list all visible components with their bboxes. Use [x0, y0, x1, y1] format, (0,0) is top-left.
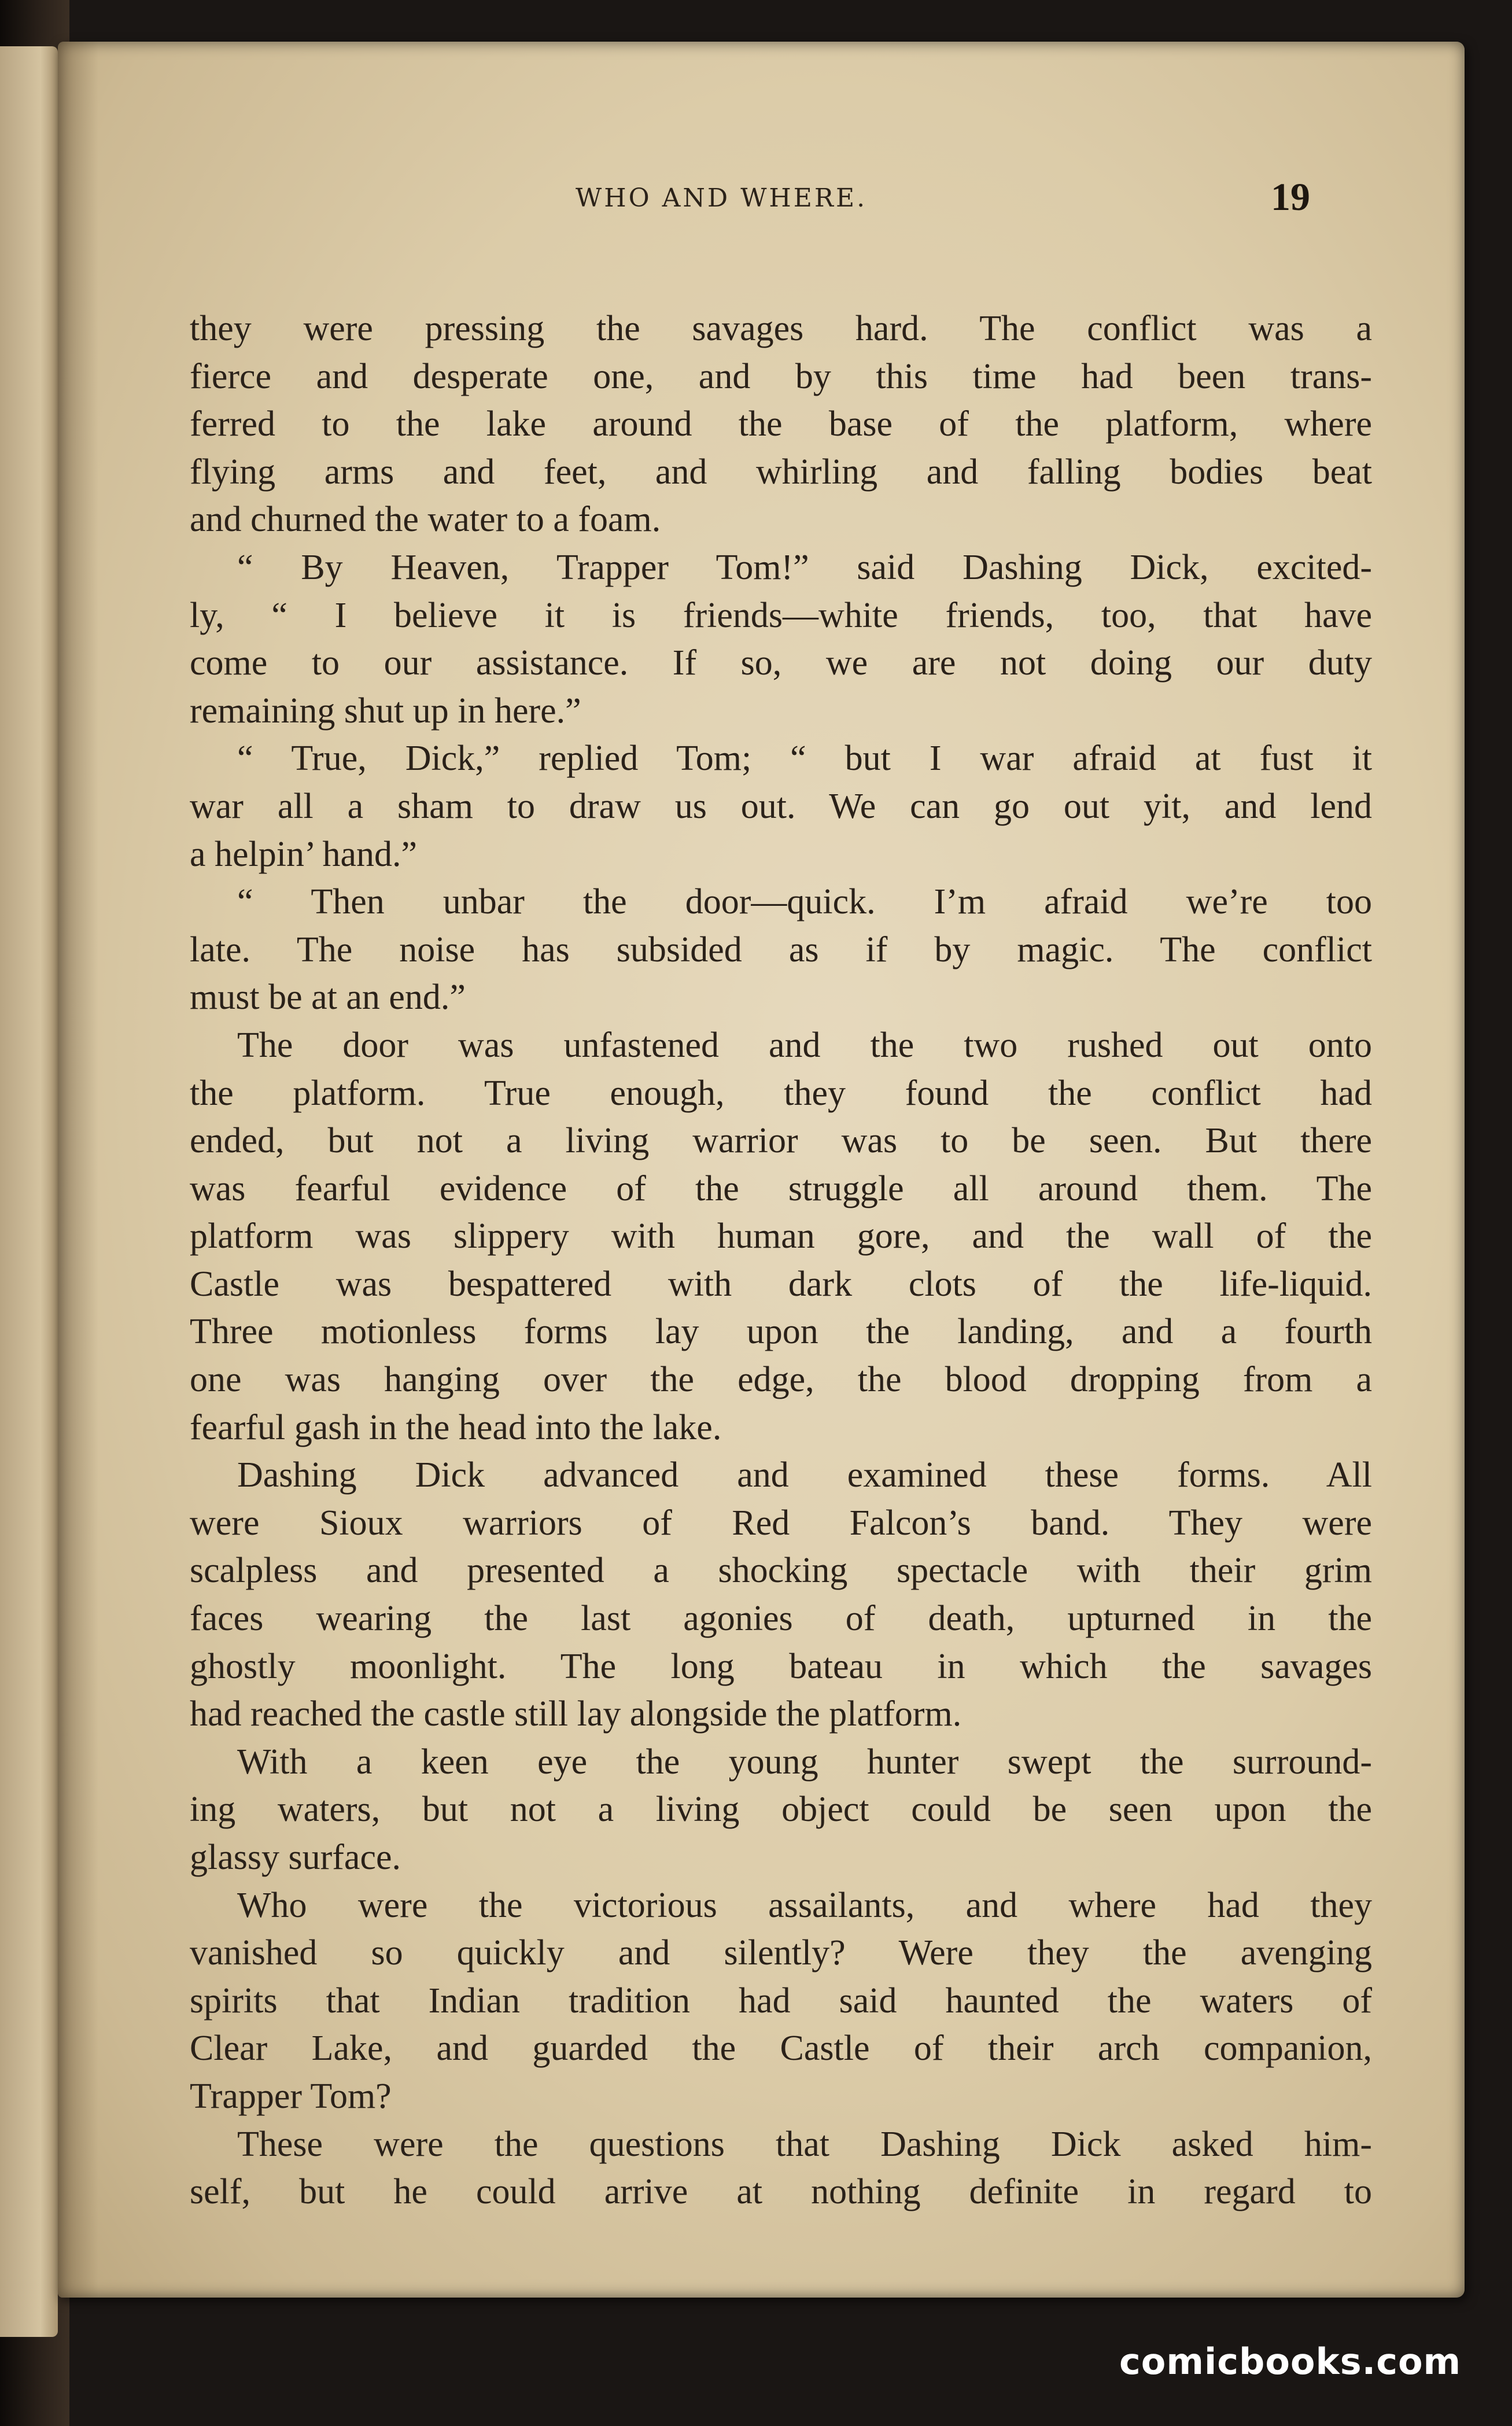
- body-text: [190, 305, 1372, 2216]
- text-line: was fearful evidence of the struggle all around them. The: [190, 1168, 1372, 1208]
- book-page: [58, 42, 1465, 2298]
- text-line: Dashing Dick advanced and examined these forms. All: [237, 1455, 1372, 1495]
- text-line: faces wearing the last agonies of death, upturned in the: [190, 1599, 1372, 1639]
- page-number: 19: [1271, 175, 1310, 219]
- text-line: late. The noise has subsided as if by magic. The conflict: [190, 930, 1372, 969]
- text-line: come to our assistance. If so, we are not doing our duty: [190, 643, 1372, 683]
- text-line: spirits that Indian tradition had said haunted the waters of: [190, 1981, 1372, 2021]
- text-line: war all a sham to draw us out. We can go out yit, and lend: [190, 786, 1372, 826]
- site-watermark: comicbooks.com: [1119, 2340, 1462, 2383]
- left-page-edge: [0, 46, 58, 2337]
- text-line: fierce and desperate one, and by this time had been trans-: [190, 356, 1372, 396]
- text-line: flying arms and feet, and whirling and falling bodies beat: [190, 452, 1372, 492]
- text-line: they were pressing the savages hard. The conflict was a: [190, 309, 1372, 348]
- page-gutter-shading: [58, 42, 98, 2298]
- text-line: ing waters, but not a living object could be seen upon the: [190, 1790, 1372, 1830]
- text-line: ferred to the lake around the base of the platform, where: [190, 404, 1372, 444]
- text-line: platform was slippery with human gore, and the wall of the: [190, 1216, 1372, 1256]
- text-line: “ True, Dick,” replied Tom; “ but I war afraid at fust it: [237, 739, 1372, 779]
- text-line: must be at an end.”: [190, 978, 466, 1017]
- text-line: had reached the castle still lay alongside the platform.: [190, 1694, 962, 1734]
- text-line: Three motionless forms lay upon the landing, and a fourth: [190, 1312, 1372, 1352]
- text-line: one was hanging over the edge, the blood dropping from a: [190, 1360, 1372, 1400]
- text-line: the platform. True enough, they found the conflict had: [190, 1073, 1372, 1113]
- text-line: Who were the victorious assailants, and where had they: [237, 1885, 1372, 1925]
- text-line: self, but he could arrive at nothing definite in regard to: [190, 2172, 1372, 2212]
- text-line: were Sioux warriors of Red Falcon’s band. They were: [190, 1503, 1372, 1543]
- text-line: “ Then unbar the door—quick. I’m afraid we’re too: [237, 882, 1372, 922]
- text-line: remaining shut up in here.”: [190, 691, 581, 731]
- text-line: Trapper Tom?: [190, 2076, 392, 2116]
- text-line: vanished so quickly and silently? Were they the avenging: [190, 1933, 1372, 1973]
- text-line: scalpless and presented a shocking spectacle with their grim: [190, 1551, 1372, 1591]
- running-head: [58, 175, 1465, 224]
- text-line: and churned the water to a foam.: [190, 500, 661, 540]
- text-line: a helpin’ hand.”: [190, 834, 418, 874]
- text-line: “ By Heaven, Trapper Tom!” said Dashing Dick, excited-: [237, 547, 1372, 587]
- text-line: These were the questions that Dashing Dick asked him-: [237, 2124, 1372, 2164]
- running-head-title: WHO AND WHERE.: [576, 183, 868, 213]
- text-line: ended, but not a living warrior was to be seen. But there: [190, 1121, 1372, 1161]
- text-line: Castle was bespattered with dark clots of the life-liquid.: [190, 1264, 1372, 1304]
- text-line: The door was unfastened and the two rushed out onto: [237, 1025, 1372, 1065]
- text-line: ly, “ I believe it is friends—white friends, too, that have: [190, 595, 1372, 635]
- text-line: With a keen eye the young hunter swept the surround-: [237, 1742, 1372, 1782]
- text-line: Clear Lake, and guarded the Castle of their arch companion,: [190, 2029, 1372, 2069]
- text-line: ghostly moonlight. The long bateau in which the savages: [190, 1646, 1372, 1686]
- text-line: glassy surface.: [190, 1838, 401, 1877]
- text-line: fearful gash in the head into the lake.: [190, 1407, 722, 1447]
